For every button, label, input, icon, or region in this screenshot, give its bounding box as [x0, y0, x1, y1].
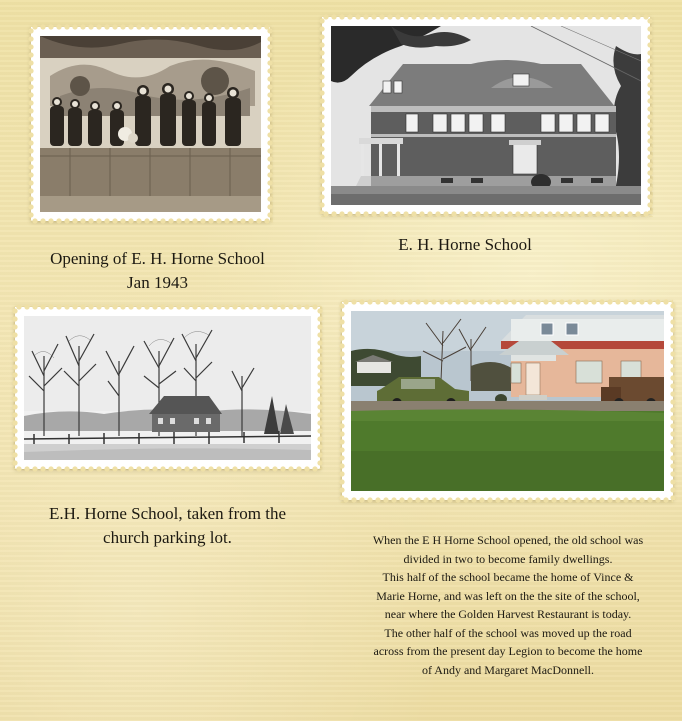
school-opening-photo: [40, 36, 261, 212]
house-car-icon: [351, 311, 664, 491]
school-photo-frame: [322, 17, 650, 214]
opening-caption-line2: Jan 1943: [127, 273, 188, 292]
opening-caption-line1: Opening of E. H. Horne School: [50, 249, 265, 268]
story-line: The other half of the school was moved up the road: [384, 625, 632, 640]
story-line: of Andy and Margaret MacDonnell.: [421, 662, 595, 677]
church-caption-line2: church parking lot.: [103, 528, 232, 547]
opening-caption: [20, 247, 295, 295]
church-parking-photo: [24, 316, 311, 460]
story-line: When the E H Horne School opened, the old school was: [372, 533, 644, 547]
church-caption-line1: E.H. Horne School, taken from the: [49, 504, 286, 523]
story-line: Marie Horne, and was left on the the site of the school,: [376, 588, 640, 603]
church-caption: [15, 502, 320, 550]
opening-photo-frame: [31, 27, 270, 221]
house-photo-frame: [342, 302, 673, 500]
story-line: near where the Golden Harvest Restaurant is today.: [384, 607, 632, 621]
house-photo: [351, 311, 664, 491]
story-paragraph: [342, 531, 674, 679]
stage-ceremony-icon: [40, 36, 261, 212]
school-caption-text: E. H. Horne School: [398, 235, 532, 254]
winter-trees-icon: [24, 316, 311, 460]
school-building-icon: [331, 26, 641, 205]
story-line: divided in two to become family dwellings.: [403, 551, 613, 566]
story-line: This half of the school became the home of Vince &: [382, 570, 634, 584]
church-photo-frame: [15, 307, 320, 469]
story-line: across from the present day Legion to become the home: [373, 644, 643, 658]
school-building-photo: [331, 26, 641, 205]
school-caption: [340, 233, 590, 257]
